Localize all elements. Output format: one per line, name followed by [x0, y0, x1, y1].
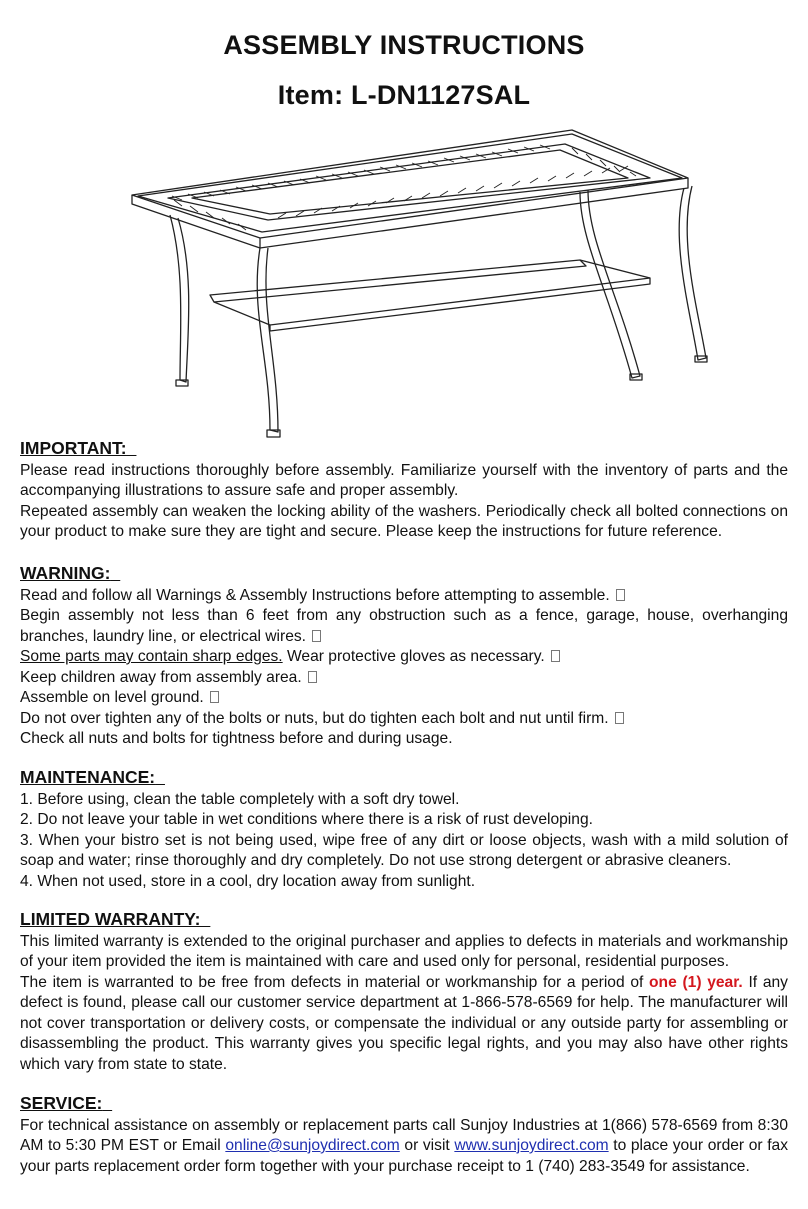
table-illustration [110, 120, 710, 450]
checkbox-icon [210, 691, 219, 703]
warranty-period: one (1) year. [649, 973, 743, 991]
warning-heading: WARNING: [20, 563, 111, 583]
maintenance-item: 2. Do not leave your table in wet conditions where there is a risk of rust developing. [20, 811, 593, 828]
maintenance-item: 3. When your bistro set is not being used, wipe free of any dirt or loose objects, wash with a mild solution of soap and water; rinse thoroughly and dry completely. Do not use strong detergent or abrasive cleaners. [20, 831, 788, 869]
important-heading: IMPORTANT: [20, 438, 127, 458]
email-link[interactable]: online@sunjoydirect.com [225, 1137, 400, 1154]
item-number: Item: L-DN1127SAL [277, 80, 531, 110]
warning-line-6: Do not over tighten any of the bolts or nuts, but do tighten each bolt and nut until firm. [20, 709, 788, 730]
maintenance-heading: MAINTENANCE: [20, 767, 156, 787]
maintenance-item: 1. Before using, clean the table completely with a soft dry towel. [20, 790, 460, 808]
checkbox-icon [551, 650, 560, 662]
document-title: ASSEMBLY INSTRUCTIONS [223, 30, 585, 60]
important-paragraph-1: Please read instructions thoroughly before assembly. Familiarize yourself with the inventory of parts and the accompanying illustrations to assure safe and proper assembly. [20, 461, 788, 499]
important-section [20, 437, 788, 543]
website-link[interactable]: www.sunjoydirect.com [454, 1137, 609, 1154]
service-paragraph: For technical assistance on assembly or replacement parts call Sunjoy Industries at 1(866) 578-6569 from 8:30 AM to 5:30 PM EST or Email online@sunjoydirect.com or visit www.sunjoydirect.com to place your order or fax your parts replacement order form together with your purchase receipt to 1 (740) 283-3549 for assistance. [20, 1116, 788, 1175]
warning-line-4: Keep children away from assembly area. [20, 668, 788, 689]
warning-line-7: Check all nuts and bolts for tightness before and during usage. [20, 730, 453, 747]
warning-line-2: Begin assembly not less than 6 feet from any obstruction such as a fence, garage, house, overhanging branches, laundry line, or electrical wires. [20, 607, 788, 645]
warranty-heading: LIMITED WARRANTY: [20, 909, 201, 929]
maintenance-section [20, 766, 788, 892]
checkbox-icon [616, 589, 625, 601]
checkbox-icon [312, 630, 321, 642]
warning-line-5: Assemble on level ground. [20, 688, 788, 709]
service-heading: SERVICE: [20, 1093, 103, 1113]
warning-line-3: Some parts may contain sharp edges. Wear protective gloves as necessary. [20, 647, 788, 668]
checkbox-icon [308, 671, 317, 683]
important-paragraph-2: Repeated assembly can weaken the locking ability of the washers. Periodically check all bolted connections on your product to make sure they are tight and secure. Please keep the instructions for future reference. [20, 502, 788, 540]
warranty-section [20, 908, 788, 1075]
warranty-paragraph-1: This limited warranty is extended to the original purchaser and applies to defects in materials and workmanship of your item provided the item is maintained with care and used only for personal, residential purposes. [20, 932, 788, 970]
checkbox-icon [615, 712, 624, 724]
service-section [20, 1092, 788, 1177]
warning-section [20, 562, 788, 750]
warning-line-1: Read and follow all Warnings & Assembly Instructions before attempting to assemble. [20, 586, 788, 607]
maintenance-item: 4. When not used, store in a cool, dry location away from sunlight. [20, 872, 476, 890]
warranty-paragraph-2: The item is warranted to be free from defects in material or workmanship for a period of one (1) year. If any defect is found, please call our customer service department at 1-866-578-6569 for help. The manufacturer will not cover transportation or delivery costs, or compensate the individual or any outside party for assembling or disassembling the product. This warranty gives you specific legal rights, and you may also have other rights which vary from state to state. [20, 973, 788, 1073]
